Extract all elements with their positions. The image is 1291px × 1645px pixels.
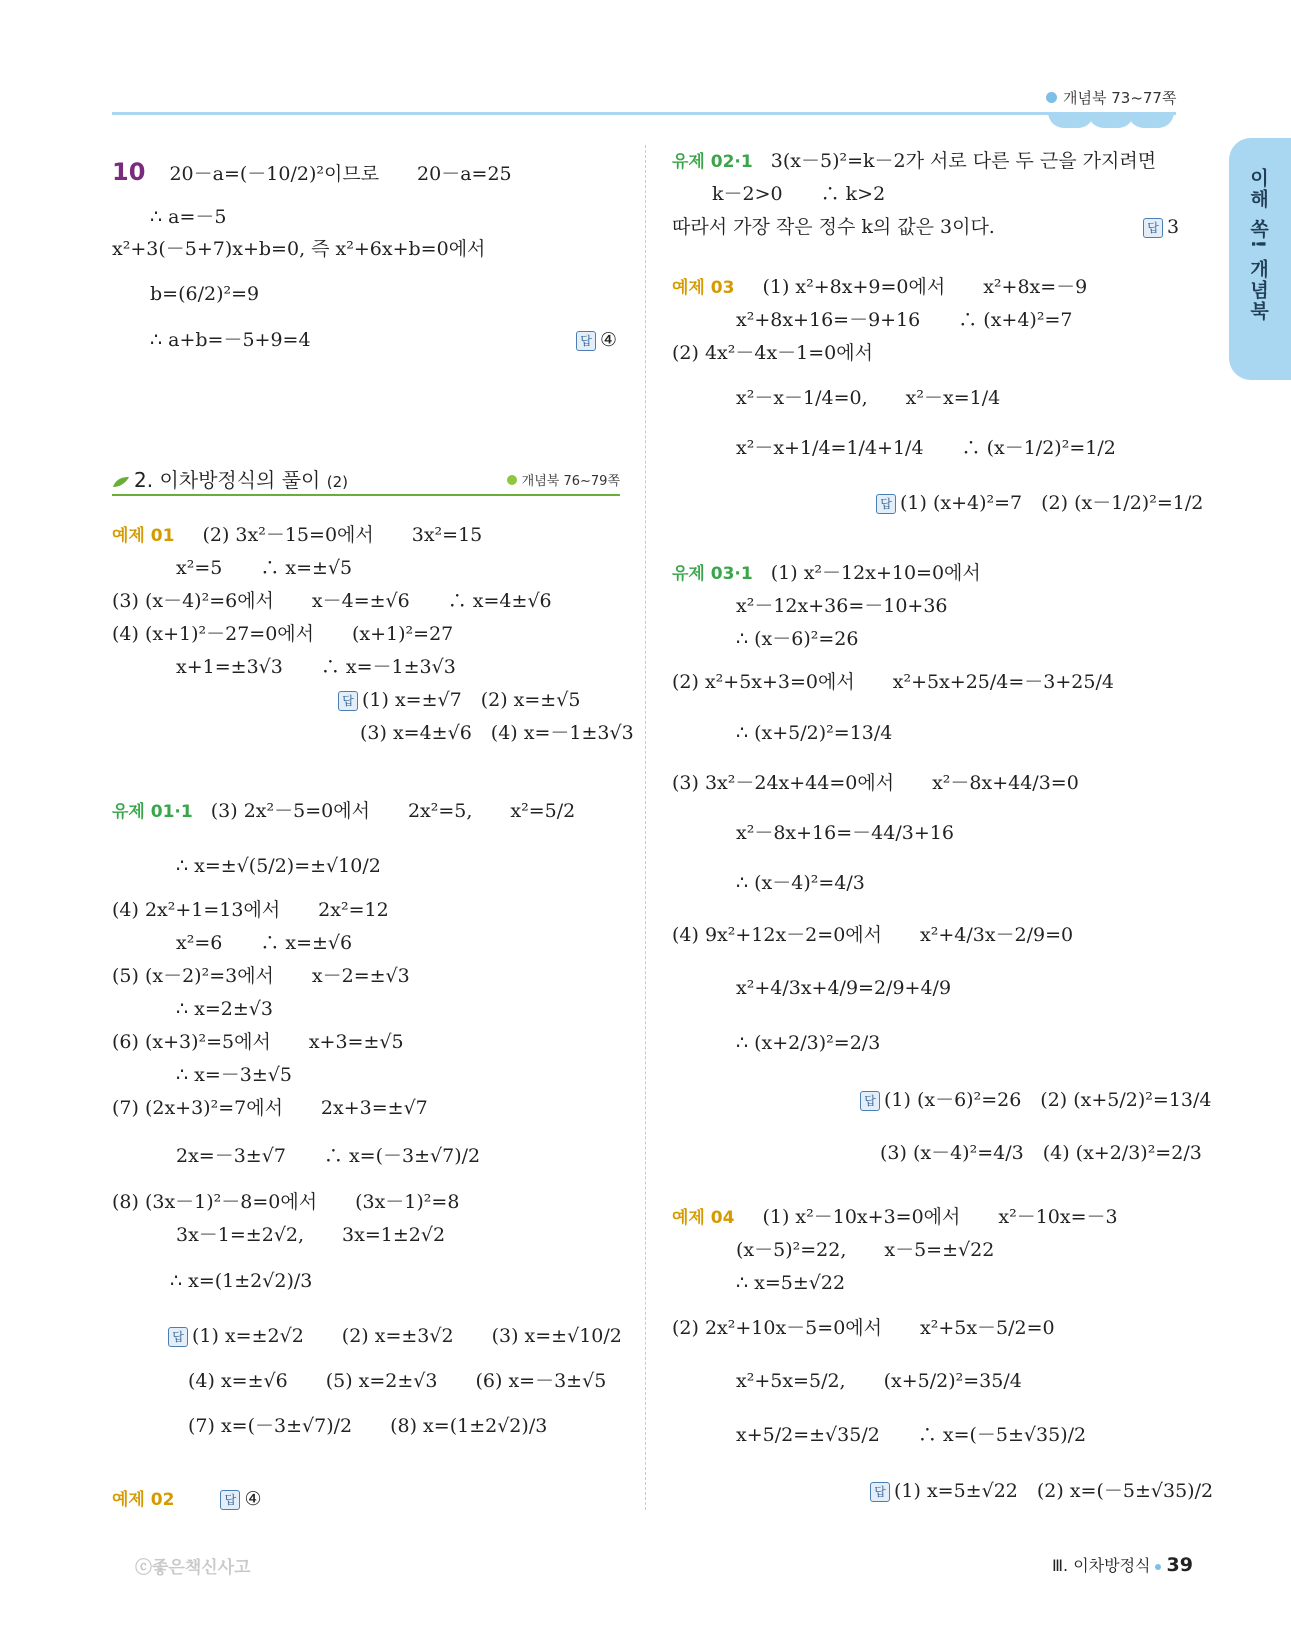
exercise-03-line: ∴ (x－6)²=26 — [736, 628, 859, 650]
answer: 답 3 — [1143, 214, 1179, 240]
example-01-line: x+1=±3√3 ∴ x=－1±3√3 — [176, 656, 456, 678]
exercise-02-line: 유제 02·1 3(x－5)²=k－2가 서로 다른 두 근을 가지려면 — [672, 150, 1157, 172]
exercise-01-line: ∴ x=2±√3 — [176, 998, 273, 1020]
page-footer — [1052, 1553, 1193, 1576]
problem-number: 10 — [112, 158, 146, 186]
exercise-01-line: ∴ x=±√(5/2)=±√10/2 — [176, 855, 381, 877]
header-wave — [1048, 112, 1094, 128]
example-01-line: (3) (x－4)²=6에서 x－4=±√6 ∴ x=4±√6 — [112, 590, 552, 612]
exercise-03-line: ∴ (x+5/2)²=13/4 — [736, 722, 893, 744]
section-name: 2. 이차방정식의 풀이 (2) — [134, 468, 348, 492]
exercise-label: 유제 02·1 — [672, 152, 753, 172]
exercise-01-line: 유제 01·1 (3) 2x²－5=0에서 2x²=5, x²=5/2 — [112, 800, 576, 822]
problem-10-line: ∴ a+b=－5+9=4 — [150, 329, 311, 351]
exercise-01-line: ∴ x=－3±√5 — [176, 1064, 292, 1086]
example-label: 예제 03 — [672, 278, 735, 298]
answer: 답 (1) x=±√7 (2) x=±√5 — [338, 687, 580, 713]
publisher-mark: ⓒ좋은책신사고 — [135, 1558, 251, 1578]
example-03-line: 예제 03 (1) x²+8x+9=0에서 x²+8x=－9 — [672, 276, 1088, 298]
problem-10-line: ∴ a=－5 — [150, 206, 227, 228]
answer: (4) x=±√6 (5) x=2±√3 (6) x=－3±√5 — [188, 1370, 607, 1392]
exercise-01-line: ∴ x=(1±2√2)/3 — [170, 1270, 313, 1292]
exercise-label: 유제 01·1 — [112, 802, 193, 822]
answer-badge-icon: 답 — [870, 1482, 890, 1502]
problem-10-line: 10 20－a=(－10/2)²이므로 20－a=25 — [112, 158, 512, 186]
answer-badge-icon: 답 — [220, 1490, 240, 1510]
header-rule — [112, 112, 1176, 115]
bullet-dot-icon — [1046, 92, 1057, 103]
header-concept-ref: 개념북 73~77쪽 — [1046, 87, 1176, 108]
exercise-03-line: (4) 9x²+12x－2=0에서 x²+4/3x－2/9=0 — [672, 924, 1074, 946]
answer-badge-icon: 답 — [876, 494, 896, 514]
exercise-03-line: (3) 3x²－24x+44=0에서 x²－8x+44/3=0 — [672, 772, 1079, 794]
example-label: 예제 01 — [112, 526, 175, 546]
section-ref: 개념북 76~79쪽 — [507, 470, 620, 489]
answer: 답 (1) x=±2√2 (2) x=±3√2 (3) x=±√10/2 — [168, 1323, 622, 1349]
exercise-01-line: (5) (x－2)²=3에서 x－2=±√3 — [112, 965, 410, 987]
exercise-01-line: x²=6 ∴ x=±√6 — [176, 932, 353, 954]
side-tab[interactable] — [1229, 138, 1291, 380]
answer-badge-icon: 답 — [860, 1091, 880, 1111]
answer: 답 (1) (x－6)²=26 (2) (x+5/2)²=13/4 — [860, 1087, 1212, 1113]
exercise-01-line: 3x－1=±2√2, 3x=1±2√2 — [176, 1224, 446, 1246]
header-wave — [1128, 112, 1174, 128]
exercise-03-line: 유제 03·1 (1) x²－12x+10=0에서 — [672, 562, 981, 584]
bullet-dot-icon — [1155, 1564, 1161, 1570]
exercise-02-line: k－2>0 ∴ k>2 — [712, 183, 886, 205]
exercise-label: 유제 03·1 — [672, 564, 753, 584]
exercise-01-line: (7) (2x+3)²=7에서 2x+3=±√7 — [112, 1097, 428, 1119]
example-04-line: (x－5)²=22, x－5=±√22 — [736, 1239, 995, 1261]
problem-10-line: b=(6/2)²=9 — [150, 283, 260, 305]
example-01-line: (4) (x+1)²－27=0에서 (x+1)²=27 — [112, 623, 454, 645]
answer: 답 (1) x=5±√22 (2) x=(－5±√35)/2 — [870, 1478, 1213, 1504]
example-03-line: x²－x－1/4=0, x²－x=1/4 — [736, 387, 1001, 409]
example-04-line: (2) 2x²+10x－5=0에서 x²+5x－5/2=0 — [672, 1317, 1055, 1339]
answer-badge-icon: 답 — [576, 331, 596, 351]
example-03-line: x²－x+1/4=1/4+1/4 ∴ (x－1/2)²=1/2 — [736, 437, 1116, 459]
example-03-line: x²+8x+16=－9+16 ∴ (x+4)²=7 — [736, 309, 1073, 331]
answer-badge-icon: 답 — [1143, 218, 1163, 238]
example-label: 예제 04 — [672, 1208, 735, 1228]
leaf-icon — [112, 476, 130, 488]
section-title — [112, 464, 620, 496]
example-02-line: 예제 02 답 ④ — [112, 1488, 262, 1510]
exercise-03-line: x²－12x+36=－10+36 — [736, 595, 948, 617]
example-label: 예제 02 — [112, 1490, 175, 1510]
problem-10-line: x²+3(－5+7)x+b=0, 즉 x²+6x+b=0에서 — [112, 238, 486, 260]
answer: (7) x=(－3±√7)/2 (8) x=(1±2√2)/3 — [188, 1415, 548, 1437]
answer-badge-icon: 답 — [338, 691, 358, 711]
answer: 답 ④ — [576, 327, 617, 353]
example-01-line: x²=5 ∴ x=±√5 — [176, 557, 353, 579]
column-divider — [645, 145, 646, 1510]
answer-badge-icon: 답 — [168, 1327, 188, 1347]
example-04-line: ∴ x=5±√22 — [736, 1272, 846, 1294]
header-wave — [1088, 112, 1134, 128]
example-01-line: 예제 01 (2) 3x²－15=0에서 3x²=15 — [112, 524, 483, 546]
answer: (3) (x－4)²=4/3 (4) (x+2/3)²=2/3 — [880, 1142, 1202, 1164]
exercise-03-line: ∴ (x+2/3)²=2/3 — [736, 1032, 881, 1054]
exercise-01-line: (4) 2x²+1=13에서 2x²=12 — [112, 899, 389, 921]
exercise-03-line: (2) x²+5x+3=0에서 x²+5x+25/4=－3+25/4 — [672, 671, 1114, 693]
side-tab-label: 이해 쏙! 개념북 — [1247, 168, 1269, 322]
bullet-dot-icon — [507, 475, 517, 485]
example-04-line: x²+5x=5/2, (x+5/2)²=35/4 — [736, 1370, 1022, 1392]
exercise-02-line: 따라서 가장 작은 정수 k의 값은 3이다. — [672, 216, 995, 238]
exercise-03-line: x²－8x+16=－44/3+16 — [736, 822, 954, 844]
chapter-title: Ⅲ. 이차방정식 — [1052, 1556, 1151, 1575]
exercise-01-line: (8) (3x－1)²－8=0에서 (3x－1)²=8 — [112, 1191, 460, 1213]
answer: 답 (1) (x+4)²=7 (2) (x－1/2)²=1/2 — [876, 490, 1203, 516]
exercise-03-line: ∴ (x－4)²=4/3 — [736, 872, 865, 894]
example-03-line: (2) 4x²－4x－1=0에서 — [672, 342, 873, 364]
answer: (3) x=4±√6 (4) x=－1±3√3 — [360, 722, 634, 744]
exercise-03-line: x²+4/3x+4/9=2/9+4/9 — [736, 977, 952, 999]
example-04-line: x+5/2=±√35/2 ∴ x=(－5±√35)/2 — [736, 1424, 1087, 1446]
exercise-01-line: 2x=－3±√7 ∴ x=(－3±√7)/2 — [176, 1145, 481, 1167]
example-04-line: 예제 04 (1) x²－10x+3=0에서 x²－10x=－3 — [672, 1206, 1118, 1228]
page-number: 39 — [1166, 1554, 1193, 1576]
exercise-01-line: (6) (x+3)²=5에서 x+3=±√5 — [112, 1031, 404, 1053]
